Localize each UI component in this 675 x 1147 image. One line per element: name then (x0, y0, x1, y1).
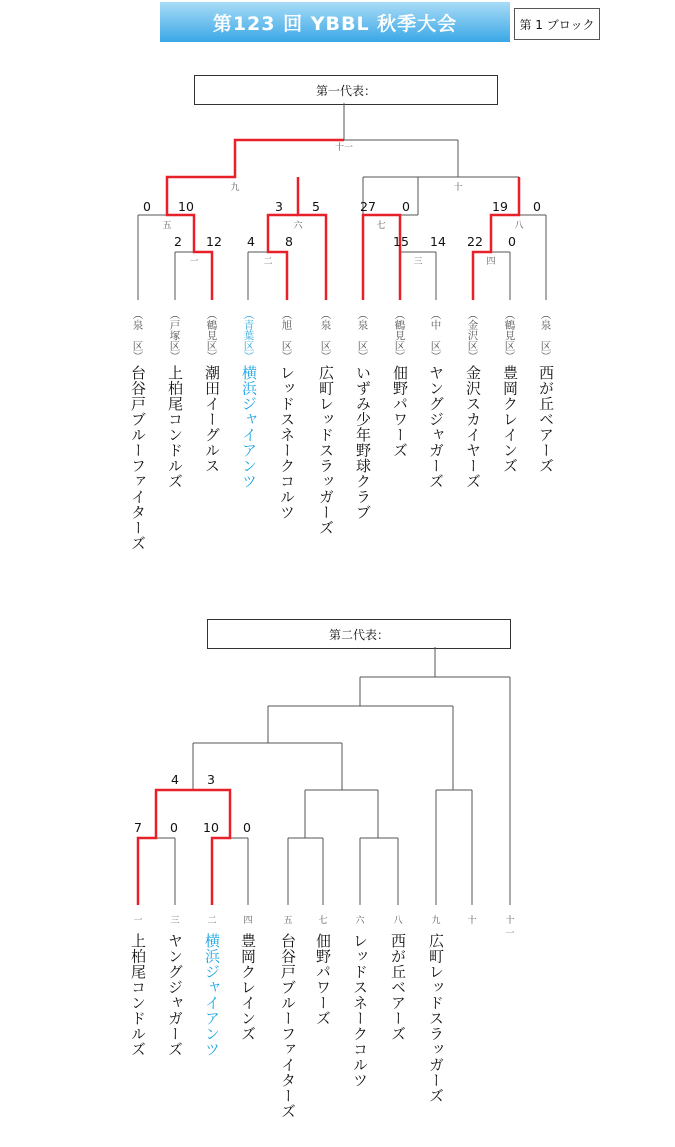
match-label-4: 四 (486, 257, 496, 267)
team-name: 広町レッドスラッガーズ (317, 365, 335, 536)
team-ward: （泉 区） (131, 309, 144, 362)
team-name: ヤングジャガーズ (166, 933, 184, 1057)
team-ward: （青葉区） (242, 309, 255, 362)
team-ward: （鶴見区） (503, 309, 516, 362)
score: 12 (206, 234, 222, 249)
match-label-7: 七 (376, 221, 386, 231)
score: 4 (171, 772, 179, 787)
team-name: いずみ少年野球クラブ (354, 365, 372, 520)
team-name: 金沢スカイヤーズ (464, 365, 482, 489)
match-label-8: 八 (514, 221, 524, 231)
team-name: 西が丘ベアーズ (389, 933, 407, 1042)
seed-tag: 八 (393, 916, 403, 926)
score: 7 (134, 820, 142, 835)
team-name: 上柏尾コンドルズ (166, 365, 184, 489)
team-ward: （旭 区） (280, 309, 293, 362)
match-label-3: 三 (413, 257, 423, 267)
team-name: 豊岡クレインズ (501, 365, 519, 474)
score: 10 (203, 820, 219, 835)
seed-tag: 十一 (505, 916, 515, 939)
score: 0 (243, 820, 251, 835)
team-ward: （鶴見区） (205, 309, 218, 362)
first-representative-label: 第一代表： (315, 83, 376, 98)
score: 0 (508, 234, 516, 249)
team-name: ヤングジャガーズ (427, 365, 445, 489)
team-ward: （泉 区） (539, 309, 552, 362)
team-name: 西が丘ベアーズ (537, 365, 555, 474)
seed-tag: 一 (133, 916, 143, 926)
score: 3 (207, 772, 215, 787)
score: 2 (174, 234, 182, 249)
match-label-2: 二 (263, 257, 273, 267)
team-name: 広町レッドスラッガーズ (427, 933, 445, 1104)
team-ward: （泉 区） (319, 309, 332, 362)
team-name: 上柏尾コンドルズ (129, 933, 147, 1057)
match-label-9: 九 (230, 183, 240, 193)
team-name: 佃野パワーズ (314, 933, 332, 1026)
seed-tag: 二 (207, 916, 217, 926)
team-name: 潮田イーグルス (203, 365, 221, 474)
team-ward: （泉 区） (356, 309, 369, 362)
score: 3 (275, 199, 283, 214)
team-ward: （戸塚区） (168, 309, 181, 362)
score: 0 (170, 820, 178, 835)
seed-tag: 四 (243, 916, 253, 926)
score: 0 (143, 199, 151, 214)
score: 14 (430, 234, 446, 249)
seed-tag: 十 (467, 916, 477, 926)
seed-tag: 三 (170, 916, 180, 926)
score: 22 (467, 234, 483, 249)
score: 5 (312, 199, 320, 214)
match-label-10: 十 (453, 183, 463, 193)
block-label: 第 1 ブロック (514, 8, 600, 40)
seed-tag: 九 (431, 916, 441, 926)
team-name: 台谷戸ブルーファイターズ (279, 933, 297, 1119)
team-name: 佃野パワーズ (391, 365, 409, 458)
score: 19 (492, 199, 508, 214)
team-ward: （鶴見区） (393, 309, 406, 362)
team-name: 台谷戸ブルーファイターズ (129, 365, 147, 551)
team-name: レッドスネークコルツ (278, 365, 296, 520)
score: 0 (533, 199, 541, 214)
match-label-5: 五 (162, 221, 172, 231)
team-name: 横浜ジャイアンツ (240, 365, 258, 489)
second-representative-label: 第二代表： (328, 627, 389, 642)
team-name: 横浜ジャイアンツ (203, 933, 221, 1057)
team-ward: （金沢区） (466, 309, 479, 362)
match-label-6: 六 (293, 221, 303, 231)
match-label-1: 一 (189, 257, 199, 267)
score: 10 (178, 199, 194, 214)
match-label-11: 十一 (334, 143, 354, 153)
team-name: 豊岡クレインズ (239, 933, 257, 1042)
score: 27 (360, 199, 376, 214)
seed-tag: 七 (318, 916, 328, 926)
score: 0 (402, 199, 410, 214)
seed-tag: 六 (355, 916, 365, 926)
score: 4 (247, 234, 255, 249)
score: 8 (285, 234, 293, 249)
seed-tag: 五 (283, 916, 293, 926)
team-ward: （中 区） (429, 309, 442, 362)
tournament-title: 第123 回 YBBL 秋季大会 (160, 2, 510, 42)
score: 15 (393, 234, 409, 249)
team-name: レッドスネークコルツ (351, 933, 369, 1088)
